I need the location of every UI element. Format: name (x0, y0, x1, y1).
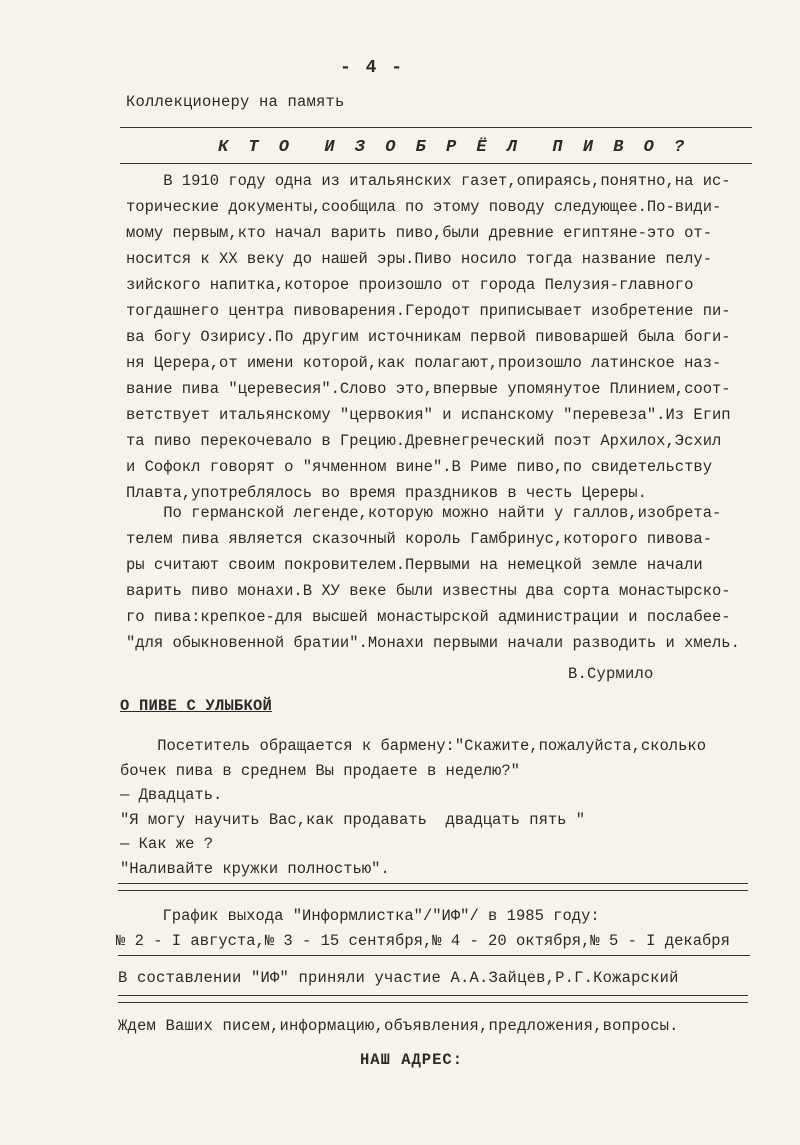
humor-joke (120, 734, 706, 881)
text-line: В 1910 году одна из итальянских газет,опираясь,понятно,на ис- (126, 172, 731, 190)
humor-title: О ПИВЕ С УЛЫБКОЙ (120, 697, 273, 715)
article-title: К Т О И З О Б Р Ё Л П И В О ? (218, 138, 690, 157)
text-line: "Я могу научить Вас,как продавать двадцать пять " (120, 810, 586, 829)
text-line: ня Церера,от имени которой,как полагают,произошло латинское наз- (126, 354, 722, 372)
text-line: тогдашнего центра пивоварения.Геродот приписывает изобретение пи- (126, 302, 731, 320)
text-line: — Двадцать. (120, 786, 223, 804)
title-rule-top (120, 127, 752, 128)
text-line: та пиво перекочевало в Грецию.Древнегреческий поэт Архилох,Эсхил (126, 432, 722, 450)
collector-note: Коллекционеру на память (126, 93, 345, 111)
text-line: вание пива "церевесия".Слово это,впервые упомянутое Плинием,соот- (126, 380, 731, 398)
text-line: телем пива является сказочный король Гамбринус,которого пивова- (126, 530, 712, 548)
article-author: В.Сурмило (568, 665, 654, 683)
text-line: "Наливайте кружки полностью". (120, 859, 390, 878)
text-line: носится к ХХ веку до нашей эры.Пиво носило тогда название пелу- (126, 250, 712, 268)
double-divider (118, 883, 748, 891)
text-line: торические документы,сообщила по этому поводу следующее.По-види- (126, 198, 722, 216)
schedule-dates: № 2 - I августа,№ 3 - 15 сентября,№ 4 - 20 октября,№ 5 - I декабря (116, 932, 730, 950)
text-line: ветствует итальянскому "цервокия" и испанскому "перевеза".Из Егип (126, 406, 731, 424)
text-line: го пива:крепкое-для высшей монастырской администрации и послабее- (126, 608, 731, 626)
staff-credits: В составлении "ИФ" приняли участие А.А.Зайцев,Р.Г.Кожарский (118, 969, 679, 987)
text-line: ры считают своим покровителем.Первыми на немецкой земле начали (126, 556, 703, 574)
text-line: По германской легенде,которую можно найти у галлов,изобрета- (126, 504, 722, 522)
text-line: мому первым,кто начал варить пиво,были древние египтяне-это от- (126, 224, 712, 242)
text-line: и Софокл говорят о "ячменном вине".В Риме пиво,по свидетельству (126, 458, 712, 476)
text-line: ва богу Озирису.По другим источникам первой пивоваршей была боги- (126, 328, 731, 346)
address-heading: НАШ АДРЕС: (360, 1051, 464, 1069)
schedule-heading: График выхода "Информлистка"/"ИФ"/ в 1985 году: (116, 907, 600, 925)
article-paragraph-1 (126, 168, 766, 506)
page-number: - 4 - (340, 58, 405, 78)
release-schedule (116, 904, 730, 954)
letters-request: Ждем Ваших писем,информацию,объявления,предложения,вопросы. (118, 1017, 679, 1035)
text-line: "для обыкновенной братии".Монахи первыми начали разводить и хмель. (126, 634, 740, 652)
text-line: бочек пива в среднем Вы продаете в неделю?" (120, 761, 520, 780)
divider (118, 955, 750, 956)
title-rule-bottom (120, 163, 752, 164)
double-divider (118, 995, 748, 1003)
text-line: зийского напитка,которое произошло от города Пелузия-главного (126, 276, 694, 294)
text-line: — Как же ? (120, 835, 214, 853)
text-line: Плавта,употреблялось во время праздников в честь Цереры. (126, 484, 647, 502)
article-paragraph-2 (126, 500, 766, 656)
text-line: Посетитель обращается к бармену:"Скажите,пожалуйста,сколько (120, 737, 706, 755)
text-line: варить пиво монахи.В ХУ веке были известны два сорта монастырско- (126, 582, 731, 600)
